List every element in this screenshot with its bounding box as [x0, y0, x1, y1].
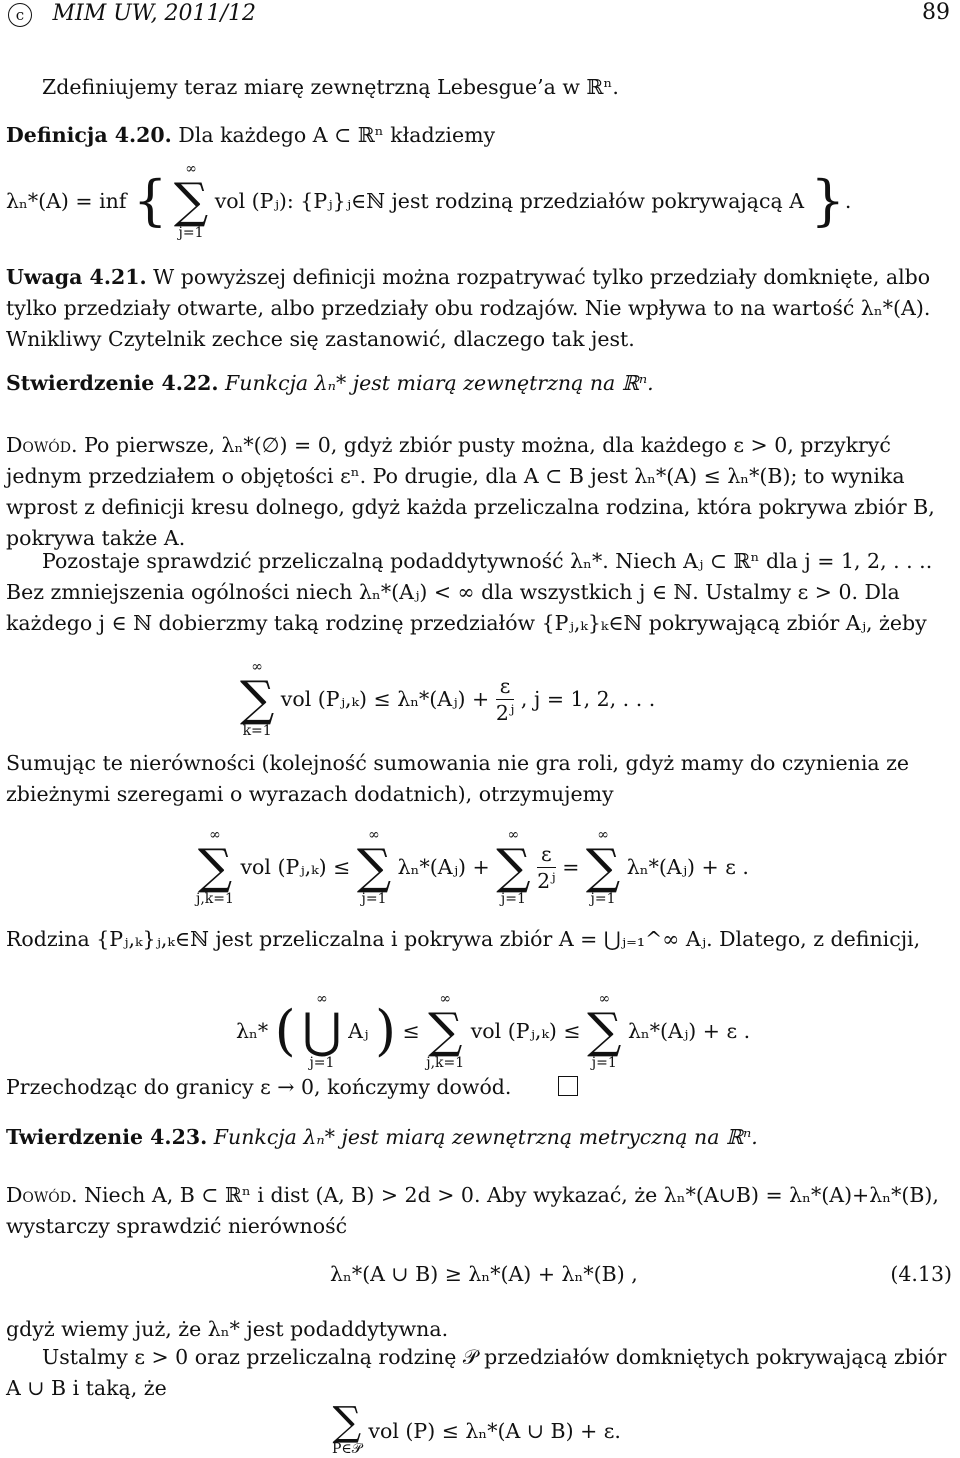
- sum-symbol: ∞ ∑ j,k=1: [196, 827, 234, 907]
- definition-formula: λₙ*(A) = inf { ∞ ∑ j=1 vol (Pⱼ): {Pⱼ}ⱼ∈ℕ jest rodziną przedziałów pokrywającą A }.: [6, 161, 852, 241]
- equation-4-13: λₙ*(A ∪ B) ≥ λₙ*(A) + λₙ*(B) ,: [330, 1262, 638, 1286]
- equation-last: ∑ P∈𝒫 vol (P) ≤ λₙ*(A ∪ B) + ε.: [332, 1399, 621, 1457]
- proof2-paragraph-2: gdyż wiemy już, że λₙ* jest podaddytywna.: [6, 1317, 449, 1341]
- proof-paragraph-5: Przechodząc do granicy ε → 0, kończymy dowód.: [6, 1072, 954, 1103]
- formula-body: vol (Pⱼ): {Pⱼ}ⱼ∈ℕ jest rodziną przedziałów pokrywającą A: [214, 189, 805, 213]
- theorem-4-23: [6, 1122, 954, 1153]
- statement-label: Stwierdzenie 4.22.: [6, 371, 219, 395]
- formula-lhs: λₙ*(A) = inf: [6, 189, 127, 213]
- equation-2: ∞ ∑ j,k=1 vol (Pⱼ,ₖ) ≤ ∞ ∑ j=1 λₙ*(Aⱼ) + ∞ ∑ j=1 $\frac{\varepsilon}{\text{2ʲ}}$ = ∞ ∑ j=1 λₙ*(Aⱼ) + ε .: [196, 827, 749, 907]
- sum-symbol: ∞ ∑ j=1: [356, 827, 392, 907]
- right-brace: }: [810, 169, 845, 232]
- fraction: $\frac{\varepsilon}{\text{2ʲ}}$: [537, 841, 556, 893]
- equation-number: (4.13): [890, 1262, 952, 1286]
- header-title: MIM UW, 2011/12: [52, 1, 256, 26]
- remark-label: Uwaga 4.21.: [6, 265, 147, 289]
- sum-symbol: ∞ ∑ j=1: [496, 827, 531, 907]
- proof-label: Dowód.: [6, 433, 78, 457]
- copyright-icon: c: [8, 3, 32, 27]
- definition-4-20: [6, 120, 954, 151]
- left-paren: (: [274, 999, 296, 1062]
- sum-symbol: ∞ ∑ j,k=1: [426, 991, 465, 1071]
- equation-1: ∞ ∑ k=1 vol (Pⱼ,ₖ) ≤ λₙ*(Aⱼ) + $\frac{\varepsilon}{\text{2ʲ}}$ , j = 1, 2, . . .: [240, 659, 656, 739]
- proof-paragraph-3: Sumując te nierówności (kolejność sumowania nie gra roli, gdyż mamy do czynienia ze zbieżnymi szeregami o wyrazach dodatnich), otrzymujemy: [6, 751, 910, 806]
- sum-symbol: ∑ P∈𝒫: [332, 1399, 362, 1457]
- union-symbol: ∞ ⋃ j=1: [302, 991, 342, 1071]
- statement-text: Funkcja λₙ* jest miarą zewnętrzną na ℝⁿ.: [225, 371, 654, 395]
- sum-symbol: ∞ ∑ k=1: [240, 659, 275, 739]
- definition-text: Dla każdego A ⊂ ℝⁿ kładziemy: [178, 123, 496, 147]
- proof-paragraph-4: Rodzina {Pⱼ,ₖ}ⱼ,ₖ∈ℕ jest przeliczalna i pokrywa zbiór A = ⋃ⱼ₌₁^∞ Aⱼ. Dlatego, z definicji,: [6, 927, 921, 951]
- definition-label: Definicja 4.20.: [6, 123, 172, 147]
- left-brace: {: [133, 169, 168, 232]
- proof-paragraph-2: Pozostaje sprawdzić przeliczalną podaddytywność λₙ*. Niech Aⱼ ⊂ ℝⁿ dla j = 1, 2, . . .. Bez zmniejszenia ogólności niech λₙ*(Aⱼ) < ∞ dla wszystkich j ∈ ℕ. Ustalmy ε > 0. Dla każdego j ∈ ℕ dobierzmy taką rodzinę przedziałów {Pⱼ,ₖ}ₖ∈ℕ pokrywającą zbiór Aⱼ, żeby: [6, 549, 933, 635]
- page-header: [8, 0, 256, 27]
- sum-symbol: ∞ ∑ j=1: [587, 991, 622, 1071]
- sum-symbol: ∞ ∑ j=1: [173, 161, 209, 241]
- proof-paragraph-1: [6, 430, 954, 554]
- sum-symbol: ∞ ∑ j=1: [585, 827, 621, 907]
- qed-square-icon: [558, 1076, 578, 1096]
- proof-text-1: Po pierwsze, λₙ*(∅) = 0, gdyż zbiór pusty można, dla każdego ε > 0, przykryć jednym przedziałem o objętości εⁿ. Po drugie, dla A ⊂ B jest λₙ*(A) ≤ λₙ*(B); to wynika wprost z definicji kresu dolnego, gdyż każda przeliczalna rodzina, która pokrywa zbiór B, pokrywa także A.: [6, 433, 935, 550]
- proof-label: Dowód.: [6, 1183, 78, 1207]
- theorem-label: Twierdzenie 4.23.: [6, 1125, 208, 1149]
- page-number: 89: [922, 0, 950, 25]
- remark-text: W powyższej definicji można rozpatrywać tylko przedziały domknięte, albo tylko przedziały otwarte, albo przedziały obu rodzajów. Nie wpływa to na wartość λₙ*(A). Wnikliwy Czytelnik zechce się zastanowić, dlaczego tak jest.: [6, 265, 931, 351]
- theorem-text: Funkcja λₙ* jest miarą zewnętrzną metryczną na ℝⁿ.: [213, 1125, 758, 1149]
- equation-3: λₙ* ( ∞ ⋃ j=1 Aⱼ ) ≤ ∞ ∑ j,k=1 vol (Pⱼ,ₖ) ≤ ∞ ∑ j=1 λₙ*(Aⱼ) + ε .: [236, 991, 751, 1071]
- proof2-paragraph-3: Ustalmy ε > 0 oraz przeliczalną rodzinę 𝒫 przedziałów domkniętych pokrywającą zbiór A ∪ B i taką, że: [6, 1345, 947, 1400]
- intro-paragraph: Zdefiniujemy teraz miarę zewnętrzną Lebesgue’a w ℝⁿ.: [42, 75, 619, 99]
- fraction: $\frac{\varepsilon}{\text{2ʲ}}$: [495, 673, 515, 725]
- remark-4-21: [6, 262, 954, 355]
- proof2-paragraph-1: Dowód. Niech A, B ⊂ ℝⁿ i dist (A, B) > 2d > 0. Aby wykazać, że λₙ*(A∪B) = λₙ*(A)+λₙ*(B), wystarczy sprawdzić nierówność: [6, 1183, 939, 1238]
- right-paren: ): [374, 999, 397, 1062]
- statement-4-22: [6, 368, 954, 399]
